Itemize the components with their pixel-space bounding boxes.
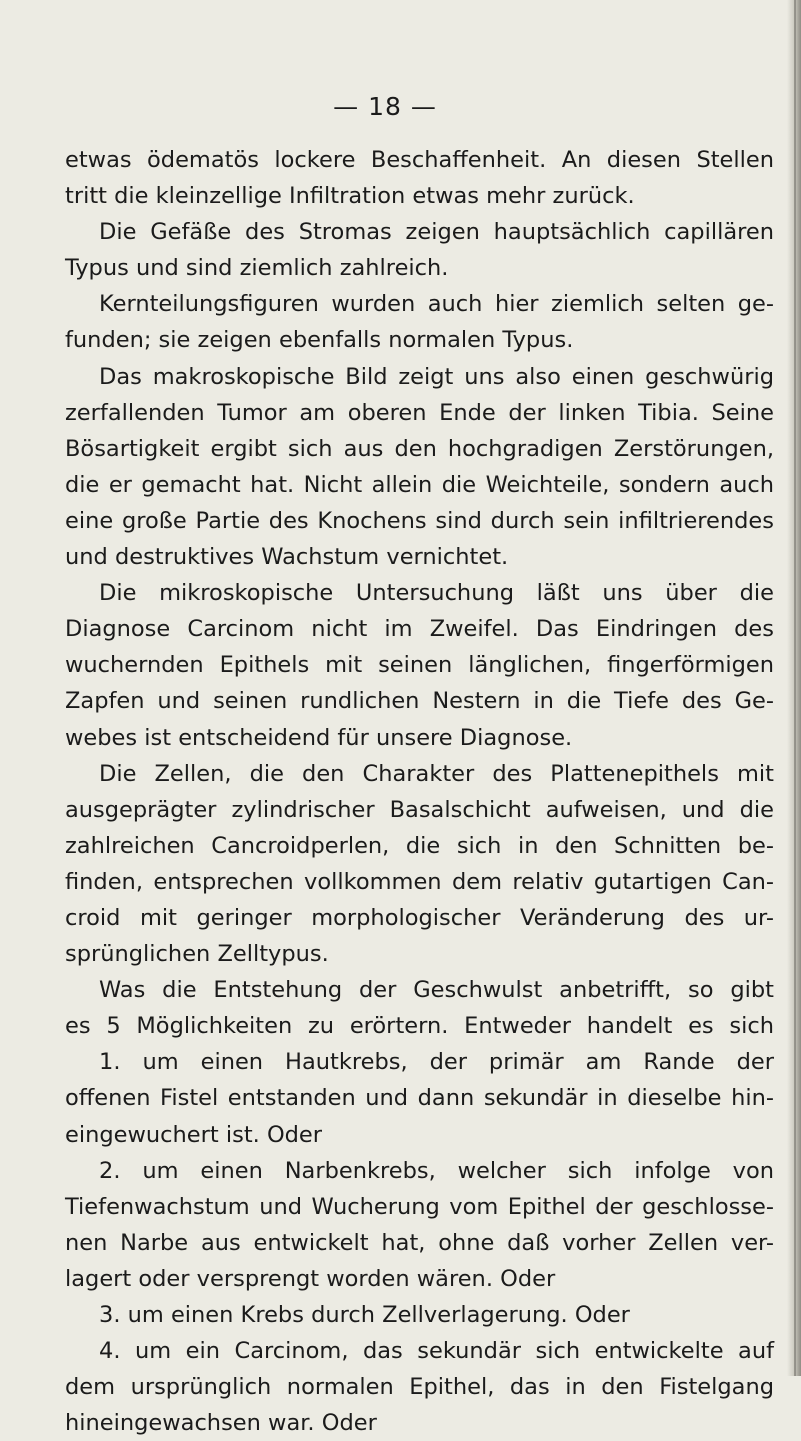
- text-line: 4. um ein Carcinom, das sekundär sich entwickelte auf: [99, 1338, 774, 1365]
- text-line: Kernteilungsfiguren wurden auch hier ziemlich selten ge-: [99, 291, 774, 318]
- text-line: webes ist entscheidend für unsere Diagnose.: [65, 724, 573, 751]
- text-line: dem ursprünglich normalen Epithel, das in den Fistelgang: [65, 1374, 774, 1401]
- text-line: nen Narbe aus entwickelt hat, ohne daß vorher Zellen ver-: [65, 1229, 774, 1256]
- text-line: Diagnose Carcinom nicht im Zweifel. Das Eindringen des: [65, 616, 774, 643]
- text-line: eine große Partie des Knochens sind durch sein infiltrierendes: [65, 507, 774, 534]
- text-line: Tiefenwachstum und Wucherung vom Epithel der geschlosse-: [65, 1193, 774, 1220]
- body-text: [65, 142, 774, 1441]
- text-line: sprünglichen Zelltypus.: [65, 941, 329, 968]
- text-line: Bösartigkeit ergibt sich aus den hochgradigen Zerstörungen,: [65, 435, 774, 462]
- text-line: wuchernden Epithels mit seinen länglichen, fingerförmigen: [65, 652, 774, 679]
- text-line: Die Gefäße des Stromas zeigen hauptsächlich capillären: [99, 219, 774, 246]
- text-line: Das makroskopische Bild zeigt uns also einen geschwürig: [99, 363, 774, 390]
- text-line: eingewuchert ist. Oder: [65, 1121, 323, 1148]
- text-line: croid mit geringer morphologischer Veränderung des ur-: [65, 904, 774, 931]
- text-line: zahlreichen Cancroidperlen, die sich in den Schnitten be-: [65, 832, 774, 859]
- text-line: 3. um einen Krebs durch Zellverlagerung. Oder: [99, 1302, 630, 1328]
- text-line: die er gemacht hat. Nicht allein die Weichteile, sondern auch: [65, 471, 774, 498]
- text-line: funden; sie zeigen ebenfalls normalen Typus.: [65, 327, 574, 354]
- text-line: Die mikroskopische Untersuchung läßt uns über die: [99, 580, 774, 607]
- text-line: lagert oder versprengt worden wären. Oder: [65, 1265, 556, 1292]
- text-line: Was die Entstehung der Geschwulst anbetrifft, so gibt: [99, 977, 774, 1004]
- text-line: offenen Fistel entstanden und dann sekundär in dieselbe hin-: [65, 1085, 774, 1112]
- text-line: Typus und sind ziemlich zahlreich.: [65, 255, 449, 282]
- text-line: tritt die kleinzellige Infiltration etwas mehr zurück.: [65, 183, 635, 210]
- text-line: Zapfen und seinen rundlichen Nestern in die Tiefe des Ge-: [65, 688, 774, 715]
- text-line: hineingewachsen war. Oder: [65, 1410, 377, 1437]
- page-number: — 18 —: [333, 92, 437, 121]
- text-line: ausgeprägter zylindrischer Basalschicht aufweisen, und die: [65, 796, 774, 823]
- text-line: etwas ödematös lockere Beschaffenheit. An diesen Stellen: [65, 147, 774, 173]
- text-line: Die Zellen, die den Charakter des Plattenepithels mit: [99, 760, 774, 787]
- page-edge-line: [794, 0, 796, 1376]
- text-line: es 5 Möglichkeiten zu erörtern. Entweder handelt es sich: [65, 1013, 774, 1040]
- text-line: finden, entsprechen vollkommen dem relativ gutartigen Can-: [65, 868, 774, 895]
- text-line: 2. um einen Narbenkrebs, welcher sich infolge von: [99, 1157, 774, 1184]
- text-line: 1. um einen Hautkrebs, der primär am Rande der: [99, 1049, 774, 1076]
- text-line: und destruktives Wachstum vernichtet.: [65, 544, 509, 571]
- text-line: zerfallenden Tumor am oberen Ende der linken Tibia. Seine: [65, 399, 774, 426]
